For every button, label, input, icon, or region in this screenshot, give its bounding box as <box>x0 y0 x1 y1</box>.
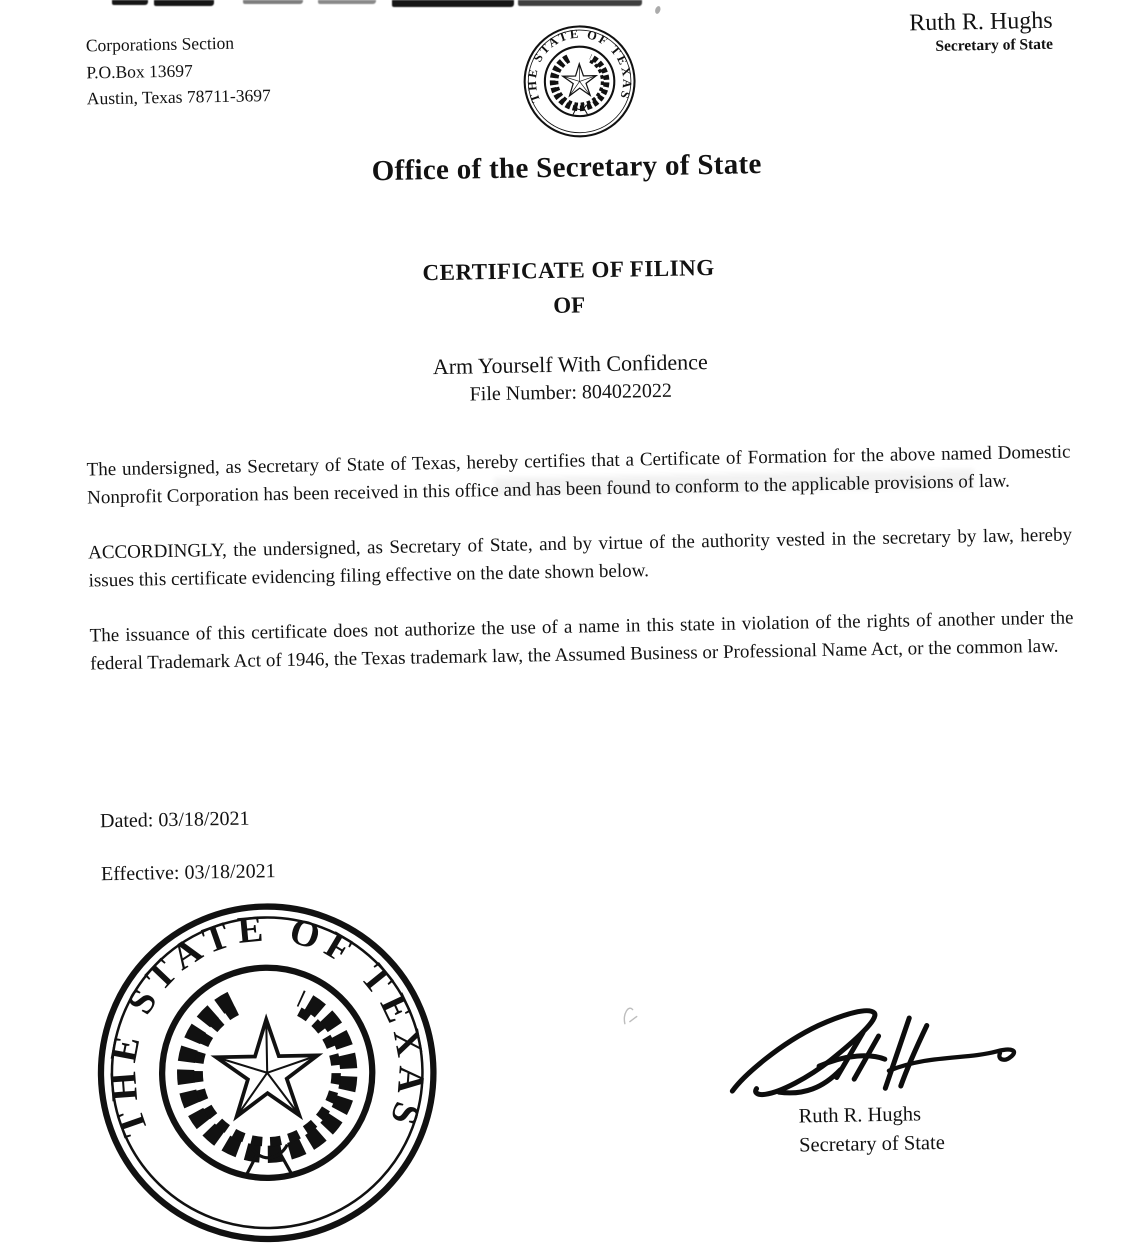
effective-label: Effective: <box>100 861 180 886</box>
signature-image <box>719 1002 1036 1100</box>
paragraph-certification: The undersigned, as Secretary of State of Texas, hereby certifies that a Certificate of Formation for the above named Domestic Nonprofit Corporation has been received in this office and has been found to conform to the applicable provisions of law. <box>86 441 1071 509</box>
return-address-line: Corporations Section <box>85 32 235 56</box>
paragraph-accordingly: ACCORDINGLY, the undersigned, as Secretary of State, and by virtue of the authority vested in the secretary by law, hereby issues this certificate evidencing filing effective on the date shown below. <box>87 524 1073 592</box>
signer-name: Ruth R. Hughs <box>798 1103 922 1128</box>
certificate-title: CERTIFICATE OF FILING <box>422 254 715 286</box>
signature-name-block <box>798 1100 945 1161</box>
effective-value: 03/18/2021 <box>184 860 276 884</box>
certificate-title-of: OF <box>552 292 586 318</box>
scan-pencil-mark <box>616 1000 641 1028</box>
return-address-line: P.O.Box 13697 <box>86 59 193 82</box>
office-heading: Office of the Secretary of State <box>371 148 762 188</box>
return-address-line: Austin, Texas 78711-3697 <box>86 85 271 109</box>
file-number-value: 804022022 <box>581 379 673 404</box>
texas-state-seal-large <box>92 897 443 1248</box>
body-text <box>86 438 1074 705</box>
dated-value: 03/18/2021 <box>158 807 250 832</box>
dated-line <box>100 808 250 834</box>
file-number-label: File Number: <box>469 381 578 406</box>
paragraph-disclaimer: The issuance of this certificate does not authorize the use of a name in this state in violation of the rights of another under the federal Trademark Act of 1946, the Texas trademark law, the Assumed Business or Professional Name Act, or the common law. <box>89 607 1074 675</box>
return-address <box>86 29 271 112</box>
letterhead-official <box>909 8 1053 57</box>
dated-label: Dated: <box>99 809 154 833</box>
effective-line <box>101 860 276 886</box>
official-name: Ruth R. Hughs <box>908 7 1053 37</box>
entity-name: Arm Yourself With Confidence <box>432 349 708 380</box>
signer-title: Secretary of State <box>798 1131 946 1157</box>
scan-speck <box>654 5 661 14</box>
official-title: Secretary of State <box>935 35 1054 55</box>
texas-state-seal-small <box>522 23 638 139</box>
